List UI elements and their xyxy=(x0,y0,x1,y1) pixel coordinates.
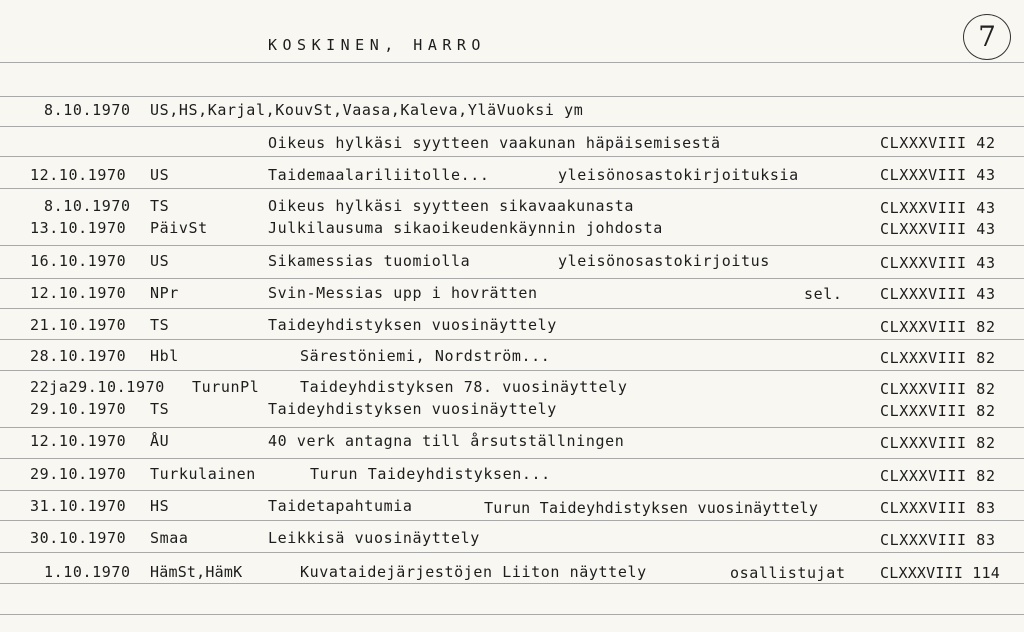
entry-source: Turkulainen xyxy=(150,465,256,483)
entry-reference: CLXXXVIII 43 xyxy=(880,166,996,184)
entry-title: Kuvataidejärjestöjen Liiton näyttely xyxy=(300,563,647,581)
entry-reference: CLXXXVIII 43 xyxy=(880,199,996,217)
entry-reference: CLXXXVIII 82 xyxy=(880,380,996,398)
entry-reference: CLXXXVIII 43 xyxy=(880,220,996,238)
entry-reference: CLXXXVIII 83 xyxy=(880,531,996,549)
entry-date: 28.10.1970 xyxy=(30,347,127,365)
entry-title: Leikkisä vuosinäyttely xyxy=(268,529,480,547)
entry-title: Taidemaalariliitolle... xyxy=(268,166,490,184)
entry-note: Turun Taideyhdistyksen vuosinäyttely xyxy=(484,499,819,517)
entry-title: Julkilausuma sikaoikeudenkäynnin johdosta xyxy=(268,219,663,237)
entry-date: 12.10.1970 xyxy=(30,166,127,184)
entry-source: PäivSt xyxy=(150,219,208,237)
entry-reference: CLXXXVIII 82 xyxy=(880,467,996,485)
entry-reference: CLXXXVIII 82 xyxy=(880,318,996,336)
entry-date: 31.10.1970 xyxy=(30,497,127,515)
intro-date: 8.10.1970 xyxy=(44,101,131,119)
entry-reference: CLXXXVIII 42 xyxy=(880,134,996,152)
entry-source: HämSt,HämK xyxy=(150,563,243,581)
entry-title: 40 verk antagna till årsutställningen xyxy=(268,432,625,450)
entry-extra: sel. xyxy=(804,285,843,303)
entry-source: TS xyxy=(150,197,170,215)
entry-date: 13.10.1970 xyxy=(30,219,127,237)
entry-reference: CLXXXVIII 83 xyxy=(880,499,996,517)
entry-date: 8.10.1970 xyxy=(44,197,131,215)
entry-title: Oikeus hylkäsi syytteen sikavaakunasta xyxy=(268,197,634,215)
entry-title: Taideyhdistyksen 78. vuosinäyttely xyxy=(300,378,628,396)
entry-date: 12.10.1970 xyxy=(30,284,127,302)
entry-source: NPr xyxy=(150,284,179,302)
entry-note: yleisönosastokirjoitus xyxy=(558,252,770,270)
entry-date: 16.10.1970 xyxy=(30,252,127,270)
entry-note: osallistujat xyxy=(730,564,846,582)
entry-reference: CLXXXVIII 82 xyxy=(880,402,996,420)
entry-title: Taideyhdistyksen vuosinäyttely xyxy=(268,400,557,418)
entry-title: Oikeus hylkäsi syytteen vaakunan häpäisemisestä xyxy=(268,134,721,152)
entry-date: 29.10.1970 xyxy=(30,400,127,418)
entry-reference: CLXXXVIII 43 xyxy=(880,285,996,303)
entry-date: 29.10.1970 xyxy=(30,465,127,483)
entry-date: 12.10.1970 xyxy=(30,432,127,450)
entry-source: TS xyxy=(150,316,170,334)
entry-reference: CLXXXVIII 114 xyxy=(880,564,1000,582)
entry-source: US xyxy=(150,252,170,270)
entry-title: Taideyhdistyksen vuosinäyttely xyxy=(268,316,557,334)
entry-title: Svin-Messias upp i hovrätten xyxy=(268,284,538,302)
entry-source: Smaa xyxy=(150,529,189,547)
card-number-circle: 7 xyxy=(963,14,1011,60)
entry-reference: CLXXXVIII 43 xyxy=(880,254,996,272)
entry-date: 22ja29.10.1970 xyxy=(30,378,165,396)
entry-source: TurunPl xyxy=(192,378,260,396)
entry-source: Hbl xyxy=(150,347,179,365)
entry-source: TS xyxy=(150,400,170,418)
entry-reference: CLXXXVIII 82 xyxy=(880,349,996,367)
entry-note: yleisönosastokirjoituksia xyxy=(558,166,799,184)
entry-source: ÅU xyxy=(150,432,170,450)
entry-reference: CLXXXVIII 82 xyxy=(880,434,996,452)
entry-title: Särestöniemi, Nordström... xyxy=(300,347,551,365)
entry-date: 21.10.1970 xyxy=(30,316,127,334)
intro-sources: US,HS,Karjal,KouvSt,Vaasa,Kaleva,YläVuoksi ym xyxy=(150,101,584,119)
entry-date: 30.10.1970 xyxy=(30,529,127,547)
entry-source: US xyxy=(150,166,170,184)
card-heading-name: KOSKINEN, HARRO xyxy=(268,36,486,54)
entry-title: Sikamessias tuomiolla xyxy=(268,252,471,270)
entry-date: 1.10.1970 xyxy=(44,563,131,581)
entry-title: Taidetapahtumia xyxy=(268,497,413,515)
entry-source: HS xyxy=(150,497,170,515)
entry-title: Turun Taideyhdistyksen... xyxy=(310,465,551,483)
